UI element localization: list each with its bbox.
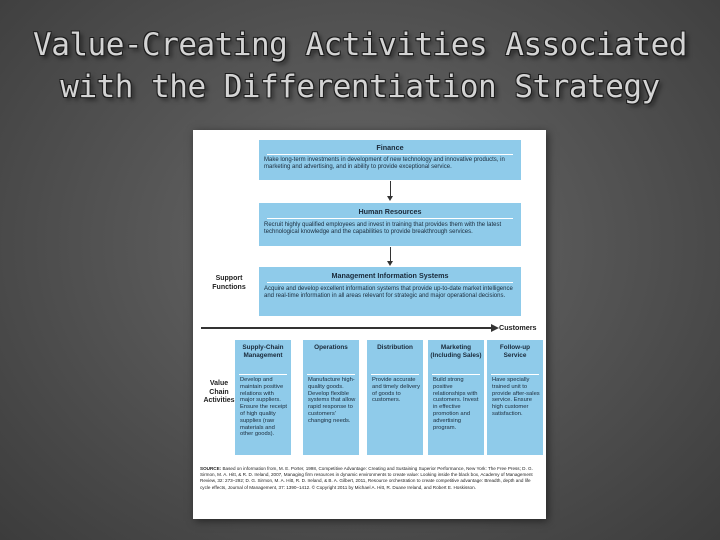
value-chain-figure (193, 130, 546, 519)
value-chain-label-line-2: Chain (209, 388, 229, 396)
human-resources-divider (267, 218, 513, 219)
customers-flow-line (201, 327, 493, 329)
human-resources-text: Recruit highly qualified employees and invest in training that provides them with the latest technological knowledge and the capabilities to provide breakthrough services. (264, 222, 502, 236)
customers-label: Customers (499, 323, 537, 332)
support-functions-label-line-1: Support (215, 275, 243, 282)
distribution-box (367, 340, 423, 455)
operations-box (303, 340, 359, 455)
human-resources-title: Human Resources (358, 207, 422, 216)
support-functions-label-line-2: Functions (212, 283, 246, 291)
finance-to-hr-arrow (390, 181, 391, 197)
finance-text: Make long-term investments in development of new technology and innovative products, in marketing and advertising, and in ability to provide exceptional service. (264, 157, 505, 171)
operations-text: Manufacture high-quality goods. Develop flexible systems that allow rapid response to customers' changing needs. (308, 377, 356, 424)
customers-arrowhead (491, 324, 499, 332)
operations-divider (307, 374, 355, 375)
mis-box (259, 267, 521, 316)
human-resources-box (259, 203, 521, 246)
support-functions-label (201, 275, 257, 292)
finance-title: Finance (376, 143, 404, 152)
supply-chain-management-title: Supply-Chain Management (242, 344, 284, 359)
marketing-box (428, 340, 484, 455)
supply-chain-management-divider (239, 374, 287, 375)
distribution-title: Distribution (377, 344, 413, 351)
marketing-text: Build strong positive relationships with customers. Invest in effective promotion and advertising program. (433, 377, 479, 431)
follow-up-service-text: Have specially trained unit to provide after-sales service. Ensure high customer satisfaction. (492, 377, 540, 417)
mis-text: Acquire and develop excellent information systems that provide up-to-date market intelligence and real-time information in all areas relevant for strategic and major operational decisions. (264, 286, 513, 300)
slide-title-line-1: Value-Creating Activities Associated (33, 27, 687, 63)
value-chain-label-line-1: Value (209, 380, 229, 387)
distribution-text: Provide accurate and timely delivery of goods to customers. (372, 377, 421, 404)
mis-divider (267, 282, 513, 283)
finance-divider (267, 154, 513, 155)
source-citation (200, 466, 536, 491)
follow-up-service-divider (491, 374, 539, 375)
hr-to-mis-arrow (390, 247, 391, 262)
source-label: SOURCE: (200, 466, 222, 471)
operations-title: Operations (314, 344, 348, 351)
supply-chain-management-text: Develop and maintain positive relations with major suppliers. Ensure the receipt of high quality supplies (raw materials and other goods). (240, 377, 288, 438)
slide-title-line-2: with the Differentiation Strategy (60, 69, 660, 105)
value-chain-activities-label (199, 380, 239, 406)
follow-up-service-box (487, 340, 543, 455)
marketing-divider (432, 374, 480, 375)
value-chain-label-line-3: Activities (203, 397, 235, 404)
follow-up-service-title: Follow-up Service (499, 344, 531, 359)
supply-chain-management-box (235, 340, 291, 455)
distribution-divider (371, 374, 419, 375)
mis-title: Management Information Systems (331, 271, 449, 280)
finance-box (259, 140, 521, 180)
slide-title (0, 24, 720, 108)
marketing-title: Marketing (Including Sales) (430, 344, 482, 359)
source-text: Based on information from, M. E. Porter, 1998, Competitive Advantage: Creating and Sustaining Superior Performance, New York: The Free Press; D. G. Sirmon, M. A. Hitt, & R. D. Ireland, 2007, Managing firm resources in dynamic environments to create value: Looking inside the black box, Academy of Management Review, 32: 273–292; D. G. Sirmon, M. A. Hitt, R. D. Ireland, & B. A. Gilbert, 2011, Resource orchestration to create competitive advantage: Breadth, depth and life cycle effects, Journal of Management, 37: 1390–1412. © Copyright 2011 by Michael A. Hitt, R. Duane Ireland, and Robert E. Hoskisson. (200, 466, 533, 490)
